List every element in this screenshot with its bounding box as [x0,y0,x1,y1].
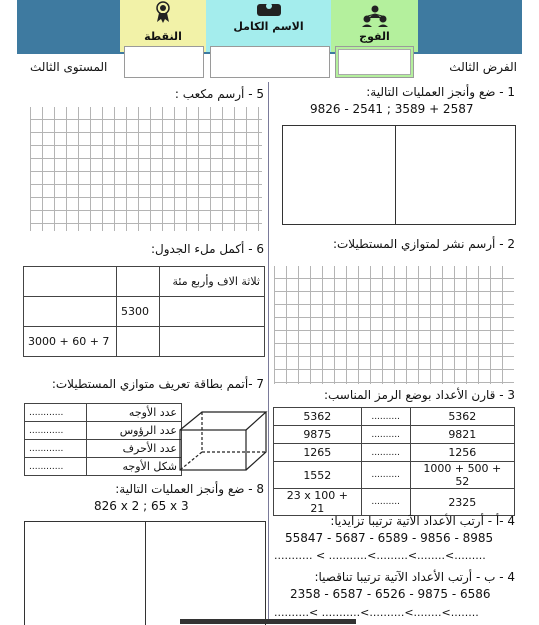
group-icon [360,4,390,28]
q3-row [274,426,515,444]
q3-compare-table [273,407,515,516]
q3-right-value: 2325 [410,489,514,516]
group-header [331,0,418,52]
q3-row [274,462,515,489]
q4a-title: 4 -أ - أرتب الأعداد الآتية ترتيبا تزايديا: [330,514,515,528]
q3-left-value: 1265 [274,444,362,462]
q4a-answer[interactable]: ........... < ...........<.........<........<......... [274,549,486,562]
q6-cell[interactable] [117,267,160,297]
q6-cell[interactable] [160,327,265,357]
column-divider [268,82,269,624]
q8-answer-box[interactable] [24,521,266,625]
q7-label: شكل الأوجه [87,458,182,476]
q3-right-value: 5362 [410,408,514,426]
q3-row [274,444,515,462]
q3-right-value: 9821 [410,426,514,444]
q3-left-value: 9875 [274,426,362,444]
q7-table [24,403,182,476]
q7-label: عدد الأحرف [87,440,182,458]
grade-label: النقطة [144,30,182,43]
q3-symbol-blank[interactable]: .......... [361,444,410,462]
q1-operations: 9826 - 2541 ; 3589 + 2587 [310,102,474,116]
q4a-numbers: 55847 - 5687 - 6589 - 9856 - 8985 [285,531,494,545]
q3-symbol-blank[interactable]: .......... [361,489,410,516]
q7-answer-blank[interactable]: ............ [25,422,87,440]
q1-title: 1 - ضع وأنجز العمليات التالية: [366,85,515,99]
q8-operations: 826 x 2 ; 65 x 3 [94,499,189,513]
name-label: الاسم الكامل [233,20,304,33]
q3-right-value: 1000 + 500 + 52 [410,462,514,489]
q7-label: عدد الرؤوس [87,422,182,440]
q6-title: 6 - أكمل ملء الجدول: [150,242,264,256]
q7-row [25,458,182,476]
q6-cell: 3000 + 60 + 7 [24,327,117,357]
q7-row [25,404,182,422]
q3-symbol-blank[interactable]: .......... [361,426,410,444]
q2-drawing-grid[interactable] [274,266,514,384]
q7-title: 7 -أتمم بطاقة تعريف متوازي المستطيلات: [51,377,264,391]
name-field[interactable] [210,46,330,78]
q3-row [274,489,515,516]
q3-title: 3 - قارن الأعداد بوضع الرمز المناسب: [323,388,515,402]
q8-title: 8 - ضع وأنجز العمليات التالية: [115,482,264,496]
q3-symbol-blank[interactable]: .......... [361,408,410,426]
grade-field[interactable] [124,46,204,78]
page-edge-bar [180,619,356,624]
q7-answer-blank[interactable]: ............ [25,458,87,476]
q7-row [25,422,182,440]
name-header [206,0,331,52]
q1-answer-box[interactable] [282,125,516,225]
q6-cell[interactable] [24,267,117,297]
q3-left-value: 1552 [274,462,362,489]
q2-title: 2 - أرسم نشر لمتوازي المستطيلات: [332,237,515,251]
cuboid-drawing [176,404,268,476]
q4b-numbers: 2358 - 6587 - 6526 - 9875 - 6586 [290,587,491,601]
q7-label: عدد الأوجه [87,404,182,422]
q7-answer-blank[interactable]: ............ [25,404,87,422]
q4b-title: 4 - ب - أرتب الأعداد الآتية ترتيبا تناقصيا: [314,570,515,584]
group-label: الفوج [359,30,390,43]
grade-header [120,0,206,52]
q6-cell[interactable] [24,297,117,327]
q7-row [25,440,182,458]
exam-title: الفرض الثالث [449,60,517,74]
q7-answer-blank[interactable]: ............ [25,440,87,458]
medal-icon [154,0,172,26]
q5-title: 5 - أرسم مكعب : [174,87,264,101]
q6-cell: 5300 [117,297,160,327]
q6-cell[interactable] [117,327,160,357]
q6-cell: ثلاثة الاف وأربع مئة [160,267,265,297]
user-card-icon [257,2,281,16]
q3-left-value: 23 x 100 + 21 [274,489,362,516]
level-title: المستوى الثالث [30,60,108,74]
q3-symbol-blank[interactable]: .......... [361,462,410,489]
q3-left-value: 5362 [274,408,362,426]
group-field[interactable] [335,46,414,78]
q6-table [23,266,265,357]
q5-drawing-grid[interactable] [30,107,262,231]
q4b-answer[interactable]: ..........< ...........<..........<........<........ [274,606,479,619]
q3-right-value: 1256 [410,444,514,462]
q6-cell[interactable] [160,297,265,327]
q3-row [274,408,515,426]
